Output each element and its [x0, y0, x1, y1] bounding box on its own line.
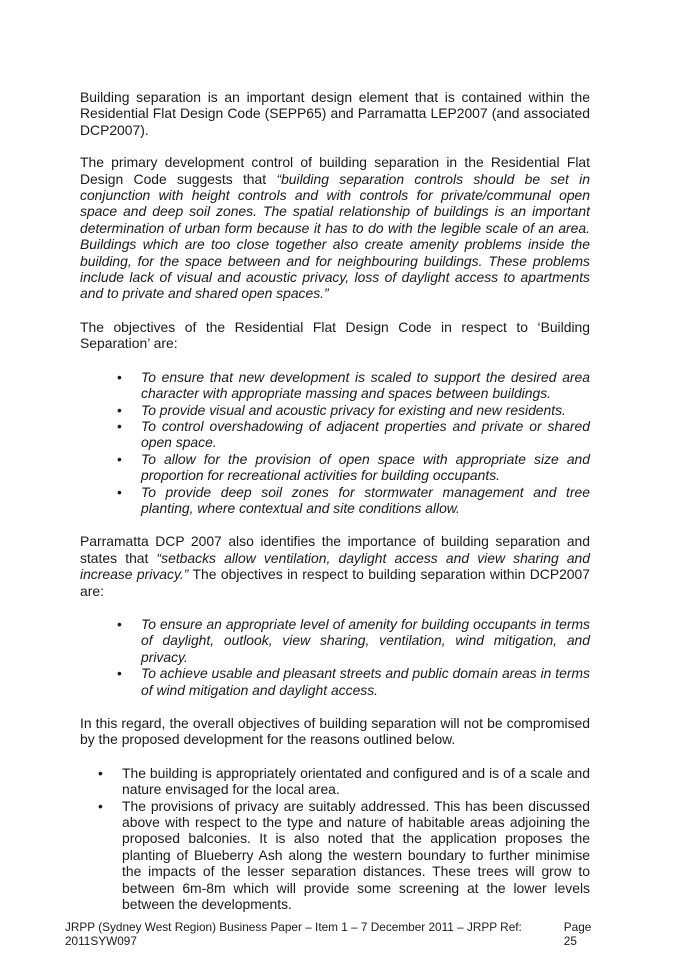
paragraph-rfdc-objectives-intro: The objectives of the Residential Flat Design Code in respect to ‘Building Separation’ are:	[80, 318, 590, 352]
bullet-icon: •	[117, 401, 122, 418]
list-item: • To ensure an appropriate level of amenity for building occupants in terms of daylight, outlook, view sharing, ventilation, wind mitigation, and privacy.	[117, 615, 590, 665]
paragraph-intro: Building separation is an important design element that is contained within the Residential Flat Design Code (SEPP65) and Parramatta LEP2007 (and associated DCP2007).	[80, 89, 590, 138]
bullet-icon: •	[117, 483, 122, 500]
rfdc-quote: “building separation controls should be set in conjunction with height controls and with controls for private/communal open space and deep soil zones. The spatial relationship of buildings is an important determination of urban form because it has to do with the legible scale of an area. Buildings which are too close together also create amenity problems inside the building, for the space between and for neighbouring buildings. These problems include lack of visual and acoustic privacy, loss of daylight access to apartments and to private and shared open spaces.”	[80, 170, 590, 302]
list-item: • To allow for the provision of open space with appropriate size and proportion for recreational activities for building occupants.	[117, 450, 590, 484]
document-body	[80, 89, 590, 912]
list-item: • To provide deep soil zones for stormwater management and tree planting, where contextual and site conditions allow.	[117, 483, 590, 516]
rfdc-objectives-list	[117, 369, 590, 517]
page-number: Page 25	[563, 920, 592, 948]
list-item: • The building is appropriately orientated and configured and is of a scale and nature envisaged for the local area.	[98, 764, 590, 798]
list-item: • To ensure that new development is scaled to support the desired area character with appropriate massing and spaces between buildings.	[117, 368, 590, 402]
paragraph-dcp-lead: Parramatta DCP 2007 also identifies the importance of building separation and states that	[80, 533, 590, 566]
paragraph-dcp	[80, 533, 590, 599]
list-item: • To achieve usable and pleasant streets and public domain areas in terms of wind mitigation and daylight access.	[117, 665, 590, 698]
bullet-icon: •	[117, 450, 122, 467]
paragraph-rfdc-control	[80, 154, 590, 302]
page-footer	[65, 920, 605, 948]
bullet-icon: •	[117, 368, 122, 385]
bullet-icon: •	[98, 797, 103, 814]
reasons-list	[98, 765, 590, 913]
paragraph-conclusion: In this regard, the overall objectives of building separation will not be compromised by the proposed development for the reasons outlined below.	[80, 715, 590, 748]
list-item: • To provide visual and acoustic privacy for existing and new residents.	[117, 401, 566, 418]
bullet-icon: •	[117, 417, 122, 434]
list-item: • The provisions of privacy are suitably addressed. This has been discussed above with respect to the type and nature of habitable areas adjoining the proposed balconies. It is also noted that the application proposes the planting of Blueberry Ash along the western boundary to further minimise the impacts of the lesser separation distances. These trees will grow to between 6m-8m which will provide some screening at the lower levels between the developments.	[98, 797, 590, 913]
bullet-icon: •	[98, 764, 103, 781]
paragraph-dcp-tail: The objectives in respect to building separation within DCP2007 are:	[80, 566, 590, 599]
paragraph-rfdc-control-lead: The primary development control of building separation in the Residential Flat Design Code suggests that	[80, 154, 590, 187]
bullet-icon: •	[117, 665, 122, 682]
list-item: • To control overshadowing of adjacent properties and private or shared open space.	[117, 417, 590, 451]
footer-reference: JRPP (Sydney West Region) Business Paper – Item 1 – 7 December 2011 – JRPP Ref: 2011SYW097	[65, 920, 522, 948]
bullet-icon: •	[117, 615, 122, 632]
dcp-objectives-list	[117, 616, 590, 698]
dcp-quote: “setbacks allow ventilation, daylight access and view sharing and increase privacy.”	[80, 549, 591, 583]
